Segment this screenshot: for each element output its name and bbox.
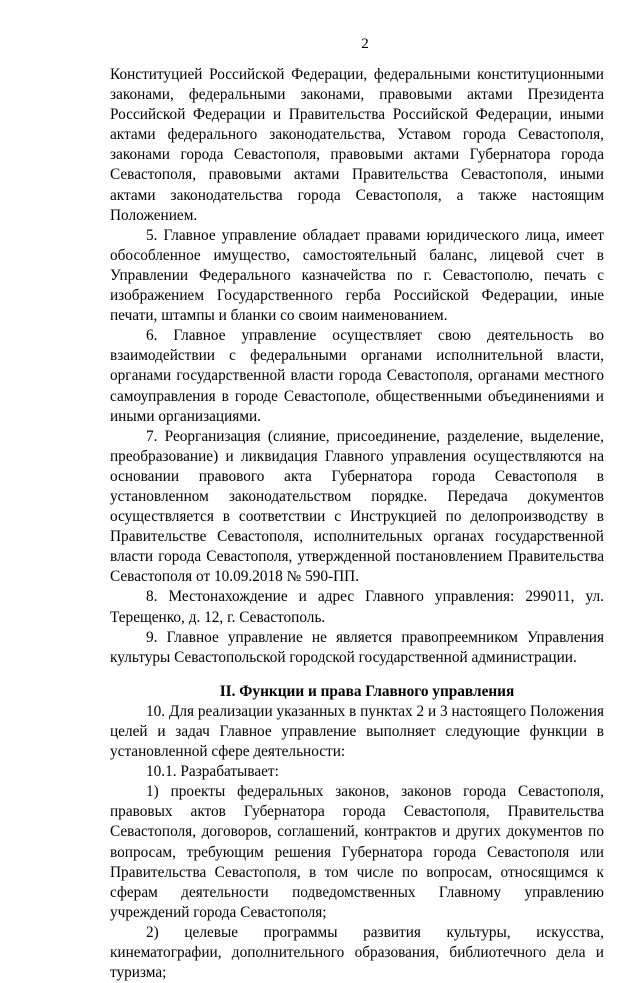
paragraph-6: 6. Главное управление осуществляет свою деятельность во взаимодействии с федеральными органами исполнительной власти, органами государственной власти города Севастополя, органами местного самоуправления в городе Севастополе, общественными объединениями и иными организациями. <box>110 327 604 425</box>
paragraph-continuation: Конституцией Российской Федерации, федеральными конституционными законами, федеральными законами, правовыми актами Президента Российской Федерации и Правительства Российской Федерации, иными актами федерального законодательства, Уставом города Севастополя, законами города Севастополя, правовыми актами Губернатора города Севастополя, правовыми актами Правительства Севастополя, иными актами законодательства города Севастополя, а также настоящим Положением. <box>110 66 604 224</box>
paragraph-10-1-2: 2) целевые программы развития культуры, искусства, кинематографии, дополнительного образования, библиотечного дела и туризма; <box>110 923 604 982</box>
paragraph-10: 10. Для реализации указанных в пунктах 2 и 3 настоящего Положения целей и задач Главное управление выполняет следующие функции в установленной сфере деятельности: <box>110 702 604 761</box>
paragraph-10-1-1: 1) проекты федеральных законов, законов города Севастополя, правовых актов Губернатора города Севастополя, Правительства Севастополя, договоров, соглашений, контрактов и других документов по вопросам, требующим решения Губернатора города Севастополя или Правительства Севастополя, в том числе по вопросам, относящимся к сферам деятельности подведомственных Главному управлению учреждений города Севастополя; <box>110 783 604 921</box>
paragraph-8: 8. Местонахождение и адрес Главного управления: 299011, ул. Терещенко, д. 12, г. Севастополь. <box>110 588 604 626</box>
section-heading: II. Функции и права Главного управления <box>219 682 515 700</box>
paragraph-7: 7. Реорганизация (слияние, присоединение, разделение, выделение, преобразование) и ликвидация Главного управления осуществляются на основании правового акта Губернатора города Севастополя в установленном законодательством порядке. Передача документов осуществляется в соответствии с Инструкцией по делопроизводству в Правительстве Севастополя, исполнительных органах государственной власти города Севастополя, утвержденной постановлением Правительства Севастополя от 10.09.2018 № 590-ПП. <box>110 427 604 586</box>
paragraph-10-1: 10.1. Разрабатывает: <box>146 763 279 781</box>
paragraph-5: 5. Главное управление обладает правами юридического лица, имеет обособленное имущество, самостоятельный баланс, лицевой счет в Управлении Федерального казначейства по г. Севастополю, печать с изображением Государственного герба Российской Федерации, иные печати, штампы и бланки со своим наименованием. <box>110 226 604 325</box>
paragraph-9: 9. Главное управление не является правопреемником Управления культуры Севастопольской городской государственной администрации. <box>110 628 604 666</box>
page-number: 2 <box>361 36 369 52</box>
